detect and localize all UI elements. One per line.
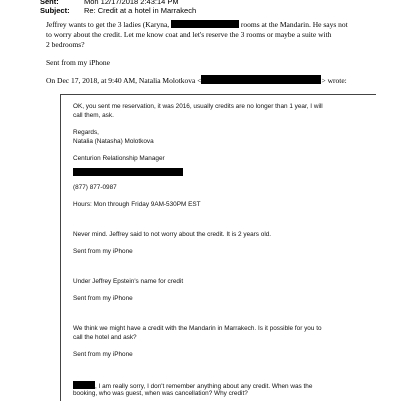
- quoted-regards: Regards,: [73, 129, 99, 136]
- message-line-1: [46, 20, 348, 29]
- quoted-p1-line1: OK, you sent me reservation, it was 2016, usually credits are no longer than 1 year, I will: [73, 103, 323, 110]
- quoted-sender-title: Centurion Relationship Manager: [73, 155, 165, 162]
- message-line-1-start: Jeffrey wants to get the 3 ladies (Karyna,: [46, 20, 170, 29]
- quoted-p5-line2: booking, who was guest, when was cancellation? Why credit?: [73, 390, 248, 397]
- message-line-2: to worry about the credit. Let me know coat and let's reserve the 3 rooms or maybe a suite with: [46, 30, 332, 39]
- quoted-p2: Never mind. Jeffrey said to not worry about the credit. It is 2 years old.: [73, 231, 272, 238]
- subject-value: Re: Credit at a hotel in Marrakech: [84, 5, 197, 15]
- subject-row: [40, 7, 196, 16]
- quote-intro: [46, 75, 347, 85]
- quoted-sent-3: Sent from my iPhone: [73, 351, 133, 358]
- quoted-hours: Hours: Mon through Friday 9AM-530PM EST: [73, 201, 201, 208]
- redaction-box: [201, 75, 321, 84]
- email-header: [40, 0, 196, 15]
- subject-label: Subject:: [40, 5, 70, 15]
- quoted-phone: (877) 877-0987: [73, 184, 117, 191]
- sent-label: Sent:: [40, 0, 59, 6]
- message-signoff: Sent from my iPhone: [46, 58, 110, 67]
- sent-value: Mon 12/17/2018 2:43:14 PM: [84, 0, 179, 6]
- redaction-box: [73, 381, 95, 389]
- quoted-p4-line2: call the hotel and ask?: [73, 334, 137, 341]
- quote-intro-start: On Dec 17, 2018, at 9:40 AM, Natalia Molotkova <: [46, 76, 202, 85]
- quote-intro-end: > wrote:: [321, 76, 347, 85]
- quoted-p3: Under Jeffrey Epstein's name for credit: [73, 278, 184, 285]
- quoted-sent-1: Sent from my iPhone: [73, 248, 133, 255]
- redaction-box: [171, 20, 239, 28]
- quoted-p1-line2: call them, ask.: [73, 112, 114, 119]
- quoted-message: [60, 94, 376, 401]
- message-line-1-end: rooms at the Mandarin. He says not: [240, 20, 348, 29]
- quoted-p4-line1: We think we might have a credit with the Mandarin in Marrakech. Is it possible for you to: [73, 325, 322, 332]
- message-line-3: 2 bedrooms?: [46, 40, 85, 49]
- quoted-sent-2: Sent from my iPhone: [73, 295, 133, 302]
- redaction-box: [73, 168, 183, 176]
- quoted-sender-name: Natalia (Natasha) Molotkova: [73, 138, 154, 145]
- quoted-p5-line1-text: , I am really sorry, I don't remember anything about any credit. When was the: [95, 383, 313, 390]
